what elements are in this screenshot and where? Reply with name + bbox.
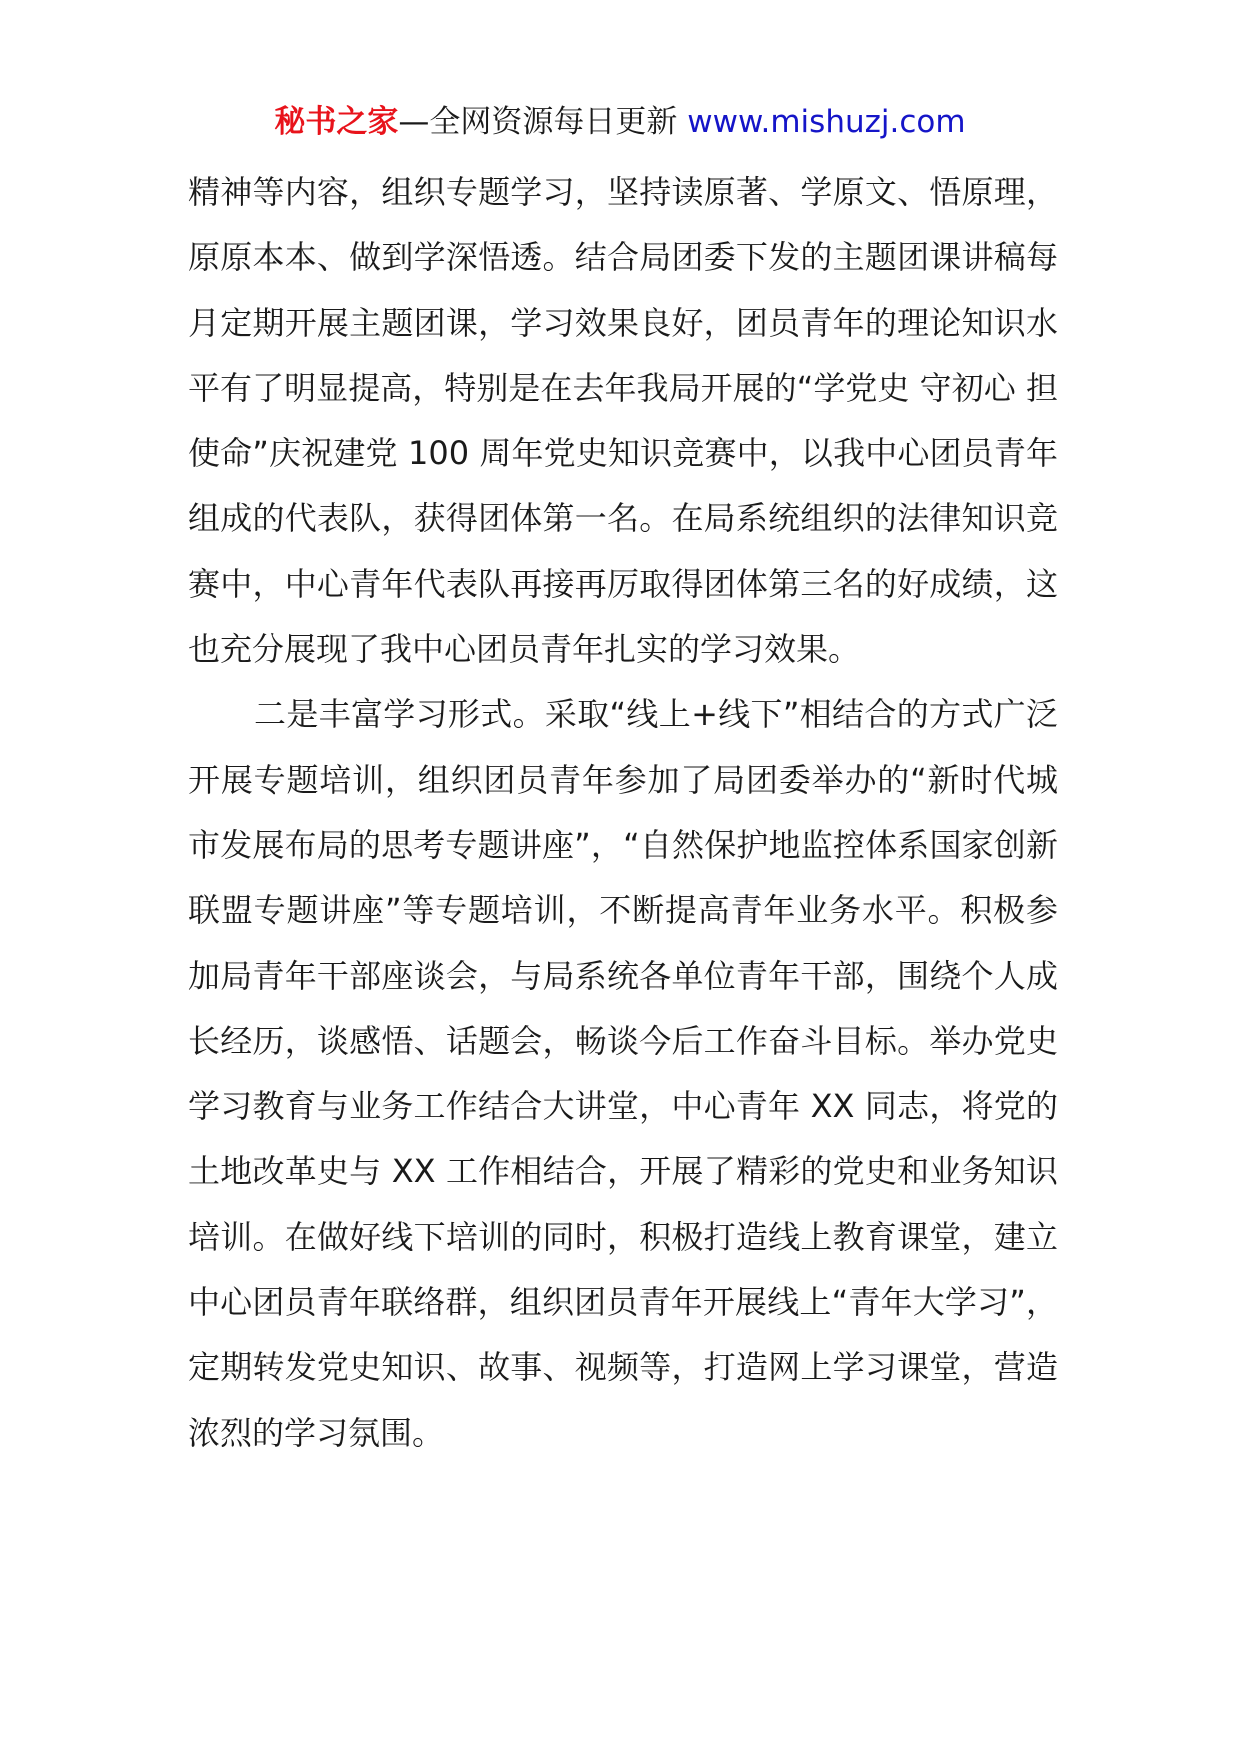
header-tagline: —全网资源每日更新 xyxy=(398,104,678,140)
page-header xyxy=(0,100,1240,144)
brand-name: 秘书之家 xyxy=(274,104,399,140)
site-url[interactable]: www.mishuzj.com xyxy=(687,104,966,140)
paragraph-learning-forms: 二是丰富学习形式。采取“线上+线下”相结合的方式广泛开展专题培训，组织团员青年参加了局团委举办的“新时代城市发展布局的思考专题讲座”，“自然保护地监控体系国家创新联盟专题讲座”等专题培训，不断提高青年业务水平。积极参加局青年干部座谈会，与局系统各单位青年干部，围绕个人成长经历，谈感悟、话题会，畅谈今后工作奋斗目标。举办党史学习教育与业务工作结合大讲堂，中心青年 XX 同志，将党的土地改革史与 XX 工作相结合，开展了精彩的党史和业务知识培训。在做好线下培训的同时，积极打造线上教育课堂，建立中心团员青年联络群，组织团员青年开展线上“青年大学习”，定期转发党史知识、故事、视频等，打造网上学习课堂，营造浓烈的学习氛围。 xyxy=(188,695,1058,1452)
document-body xyxy=(188,160,1058,1466)
paragraph-continued: 精神等内容，组织专题学习，坚持读原著、学原文、悟原理，原原本本、做到学深悟透。结合局团委下发的主题团课讲稿每月定期开展主题团课，学习效果良好，团员青年的理论知识水平有了明显提高，特别是在去年我局开展的“学党史 守初心 担使命”庆祝建党 100 周年党史知识竞赛中，以我中心团员青年组成的代表队，获得团体第一名。在局系统组织的法律知识竞赛中，中心青年代表队再接再厉取得团体第三名的好成绩，这也充分展现了我中心团员青年扎实的学习效果。 xyxy=(188,173,1058,669)
